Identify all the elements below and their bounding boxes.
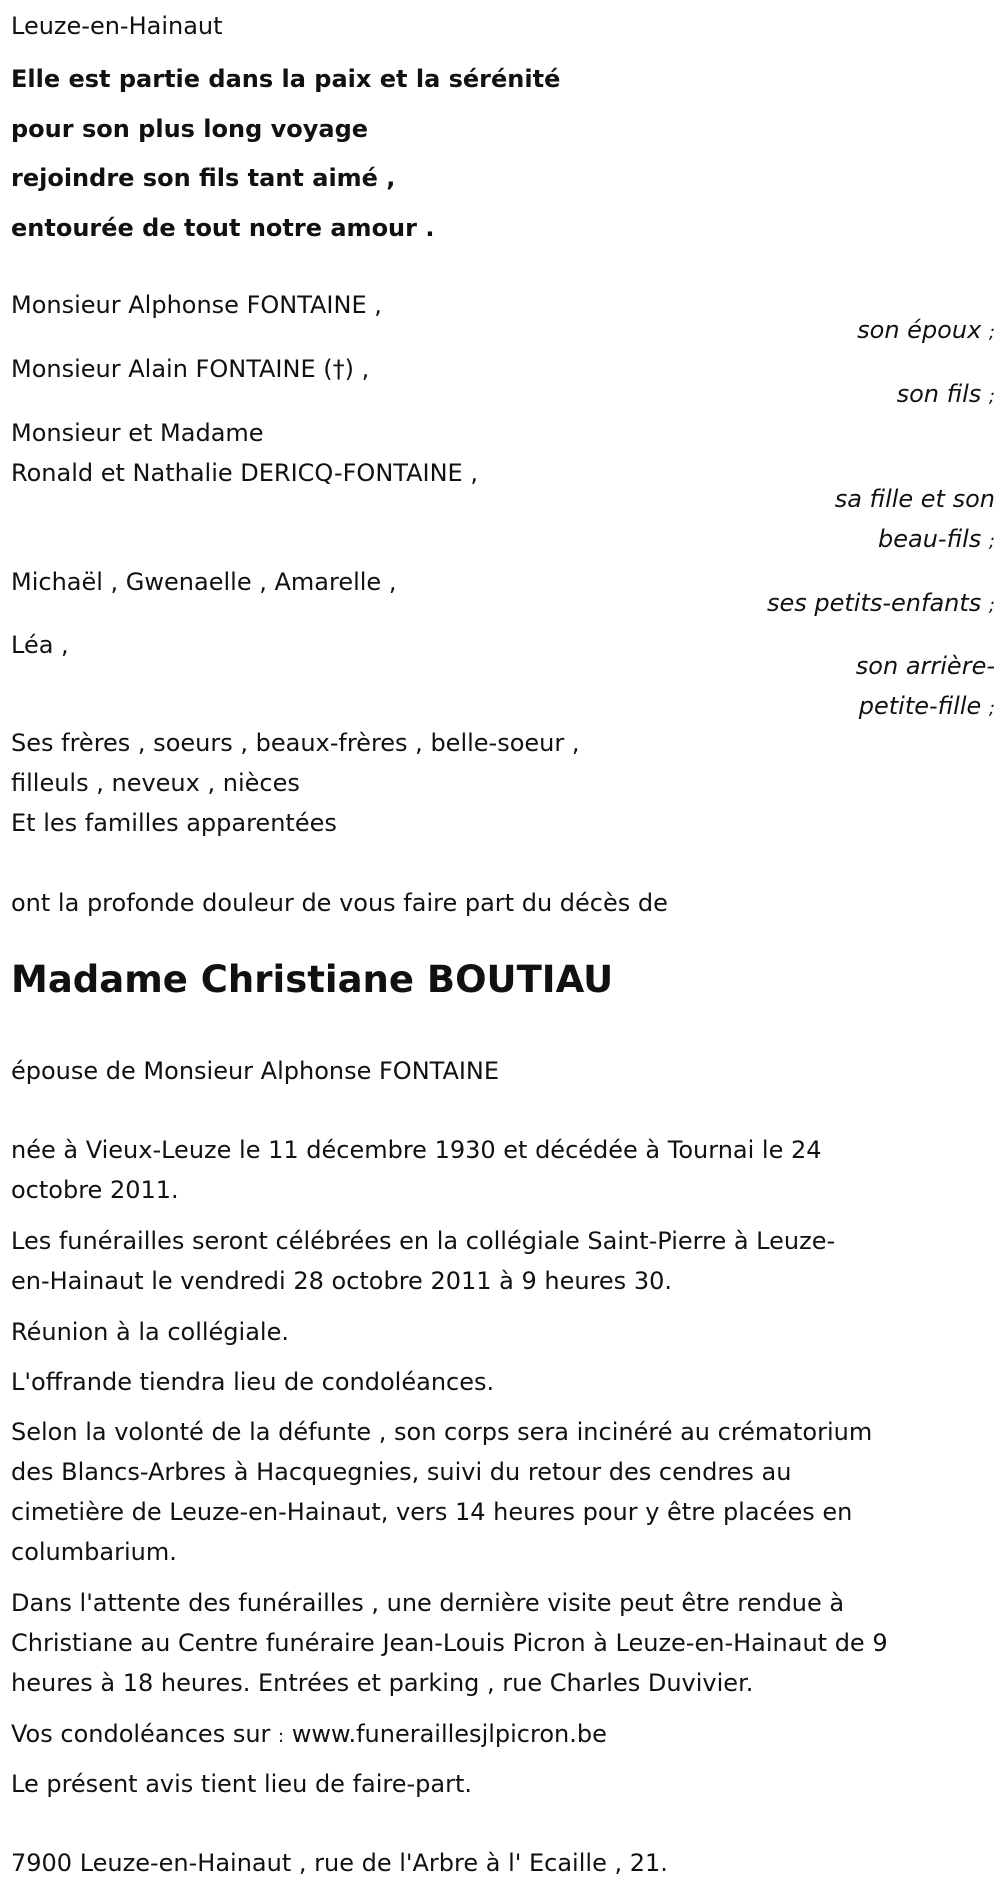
notice-paragraph: Le présent avis tient lieu de faire-part. (11, 1770, 473, 1798)
role-semicolon: ; (988, 595, 995, 616)
family-name-line: Michaël , Gwenaelle , Amarelle , (11, 568, 397, 596)
family-member-role (695, 583, 995, 626)
condolences-url[interactable]: www.funeraillesjlpicron.be (291, 1720, 607, 1748)
relatives-line: Et les familles apparentées (11, 809, 337, 837)
family-member-name (11, 285, 382, 325)
verse-line: Elle est partie dans la paix et la sérénité (11, 65, 561, 93)
condolences-colon: : (278, 1726, 285, 1747)
paragraph-line: Les funérailles seront célébrées en la collégiale Saint-Pierre à Leuze- (11, 1227, 836, 1255)
paragraph-line: Selon la volonté de la défunte , son corps sera incinéré au crématorium (11, 1418, 873, 1446)
family-member-name (11, 562, 396, 602)
family-role-text: beau-fils (878, 525, 982, 553)
family-name-line: Ronald et Nathalie DERICQ-FONTAINE , (11, 459, 478, 487)
family-member-name (11, 625, 69, 665)
family-role-line (695, 583, 995, 626)
paragraph-line: des Blancs-Arbres à Hacquegnies, suivi du retour des cendres au (11, 1458, 792, 1486)
family-role-line (695, 686, 995, 729)
paragraph-line: L'offrande tiendra lieu de condoléances. (11, 1368, 495, 1396)
verse-line: entourée de tout notre amour . (11, 213, 435, 242)
paragraph-line: octobre 2011. (11, 1176, 179, 1204)
family-role-line: sa fille et son (834, 485, 995, 513)
reunion-paragraph (11, 1312, 995, 1352)
condolences-paragraph (11, 1714, 995, 1757)
role-semicolon: ; (988, 531, 995, 552)
paragraph-line (11, 1714, 995, 1757)
other-relatives (11, 723, 580, 843)
spouse-line: épouse de Monsieur Alphonse FONTAINE (11, 1057, 500, 1085)
announcement: ont la profonde douleur de vous faire part du décès de (11, 889, 668, 917)
family-role-line (695, 519, 995, 562)
family-role-text: son fils (896, 380, 982, 408)
family-role-text: ses petits-enfants (766, 589, 982, 617)
family-role-line (695, 310, 995, 353)
role-semicolon: ; (988, 386, 995, 407)
relatives-line: Ses frères , soeurs , beaux-frères , belle-soeur , (11, 729, 580, 757)
role-semicolon: ; (988, 698, 995, 719)
paragraph-line: Dans l'attente des funérailles , une dernière visite peut être rendue à (11, 1589, 845, 1617)
cremation-paragraph (11, 1412, 995, 1572)
condolences-label: Vos condoléances sur (11, 1720, 271, 1748)
verse-line: rejoindre son fils tant aimé , (11, 164, 396, 192)
family-member-role (695, 374, 995, 417)
birth-death-paragraph (11, 1130, 995, 1210)
paragraph-line: heures à 18 heures. Entrées et parking , rue Charles Duvivier. (11, 1669, 754, 1697)
relatives-line: filleuls , neveux , nièces (11, 769, 300, 797)
family-name-line: Monsieur Alain FONTAINE (†) , (11, 355, 370, 383)
funeral-paragraph (11, 1221, 995, 1301)
role-semicolon: ; (988, 322, 995, 343)
deceased-name: Madame Christiane BOUTIAU (11, 958, 614, 1001)
verse (11, 55, 560, 253)
family-name-line: Monsieur et Madame (11, 419, 264, 447)
verse-line: pour son plus long voyage (11, 114, 369, 143)
paragraph-line: née à Vieux-Leuze le 11 décembre 1930 et décédée à Tournai le 24 (11, 1136, 822, 1164)
family-member-role (695, 310, 995, 353)
paragraph-line: en-Hainaut le vendredi 28 octobre 2011 à 9 heures 30. (11, 1267, 672, 1295)
visit-paragraph (11, 1583, 995, 1703)
paragraph-line: Christiane au Centre funéraire Jean-Louis Picron à Leuze-en-Hainaut de 9 (11, 1629, 888, 1657)
family-role-line (695, 374, 995, 417)
offering-paragraph (11, 1362, 995, 1402)
family-role-line: son arrière- (855, 652, 995, 680)
family-member-role (695, 479, 995, 562)
family-role-text: son époux (857, 316, 982, 344)
address-line: 7900 Leuze-en-Hainaut , rue de l'Arbre à l' Ecaille , 21. (11, 1849, 668, 1877)
family-name-line: Léa , (11, 631, 69, 659)
family-member-name (11, 413, 478, 493)
paragraph-line: Réunion à la collégiale. (11, 1318, 289, 1346)
paragraph-line: columbarium. (11, 1538, 177, 1566)
family-member-name (11, 349, 369, 389)
family-name-line: Monsieur Alphonse FONTAINE , (11, 291, 382, 319)
header-city: Leuze-en-Hainaut (11, 12, 223, 40)
family-member-role (695, 646, 995, 729)
family-role-text: petite-fille (858, 692, 982, 720)
paragraph-line: cimetière de Leuze-en-Hainaut, vers 14 heures pour y être placées en (11, 1498, 853, 1526)
